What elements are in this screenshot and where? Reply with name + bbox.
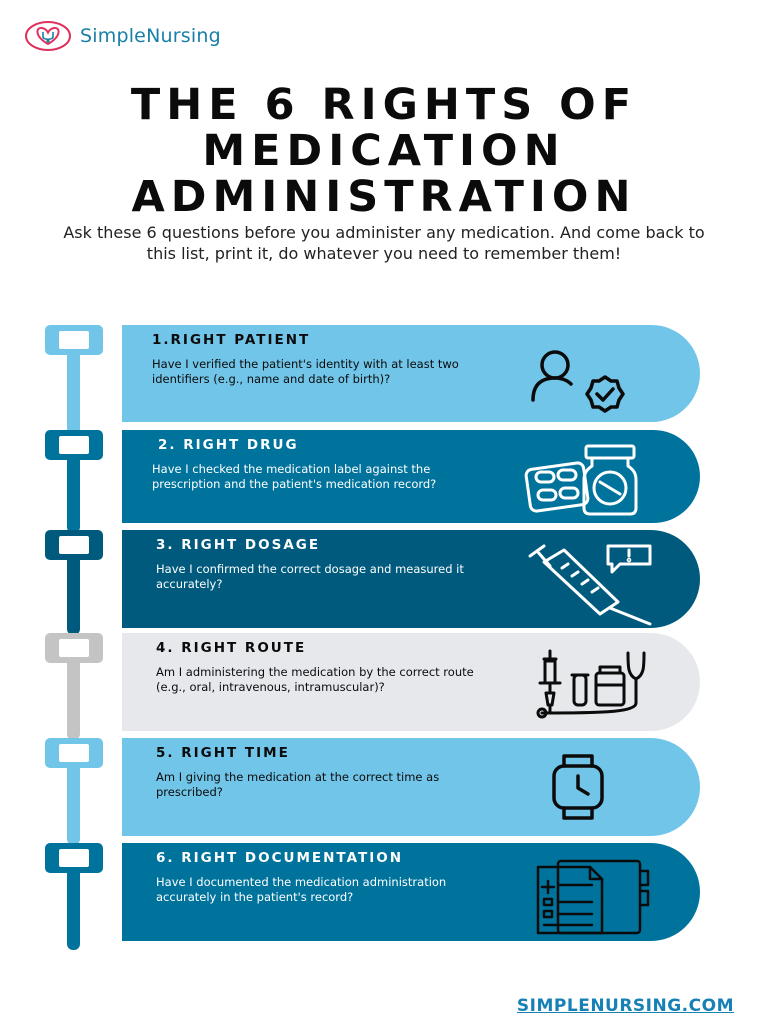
card-title: 6. RIGHT DOCUMENTATION — [156, 850, 404, 866]
timeline-node-4 — [45, 633, 103, 663]
patient-verified-icon — [527, 345, 631, 413]
right-documentation-card — [122, 843, 700, 941]
card-title: 1.RIGHT PATIENT — [152, 332, 311, 348]
title-line-3: ADMINISTRATION — [131, 172, 637, 222]
card-text: Have I checked the medication label against the prescription and the patient's medication record? — [152, 462, 437, 491]
card-text: Am I administering the medication by the correct route (e.g., oral, intravenous, intramuscular)? — [156, 665, 474, 694]
timeline-node-5 — [45, 738, 103, 768]
intro-text: Ask these 6 questions before you administer any medication. And come back to this list, print it, do whatever you need to remember them! — [63, 223, 705, 263]
right-drug-card — [122, 430, 700, 523]
timeline-node-1 — [45, 325, 103, 355]
syringe-icon — [522, 542, 657, 626]
page-title — [0, 82, 768, 220]
card-text: Have I documented the medication administration accurately in the patient's record? — [156, 875, 447, 904]
right-dosage-card — [122, 530, 700, 628]
card-text: Have I confirmed the correct dosage and measured it accurately? — [156, 562, 464, 591]
timeline-node-6 — [45, 843, 103, 873]
watch-icon — [550, 752, 606, 822]
timeline-node-3 — [45, 530, 103, 560]
title-line-2: MEDICATION — [202, 126, 566, 176]
card-text: Have I verified the patient's identity with at least two identifiers (e.g., name and date of birth)? — [152, 357, 459, 386]
medical-record-icon — [532, 857, 656, 937]
right-route-card — [122, 633, 700, 731]
brand-logo[interactable] — [24, 20, 221, 52]
right-time-card — [122, 738, 700, 836]
title-line-1: THE 6 RIGHTS OF — [130, 80, 638, 130]
medical-equipment-icon — [532, 647, 662, 719]
timeline-node-2 — [45, 430, 103, 460]
card-title: 2. RIGHT DRUG — [158, 437, 299, 453]
right-patient-card — [122, 325, 700, 422]
pill-bottle-icon — [522, 442, 652, 516]
brand-name: SimpleNursing — [80, 25, 221, 47]
card-title: 5. RIGHT TIME — [156, 745, 290, 761]
card-title: 4. RIGHT ROUTE — [156, 640, 307, 656]
website-link[interactable]: SIMPLENURSING.COM — [516, 996, 734, 1016]
card-title: 3. RIGHT DOSAGE — [156, 537, 321, 553]
heart-stethoscope-icon — [24, 20, 72, 52]
card-text: Am I giving the medication at the correct time as prescribed? — [156, 770, 440, 799]
